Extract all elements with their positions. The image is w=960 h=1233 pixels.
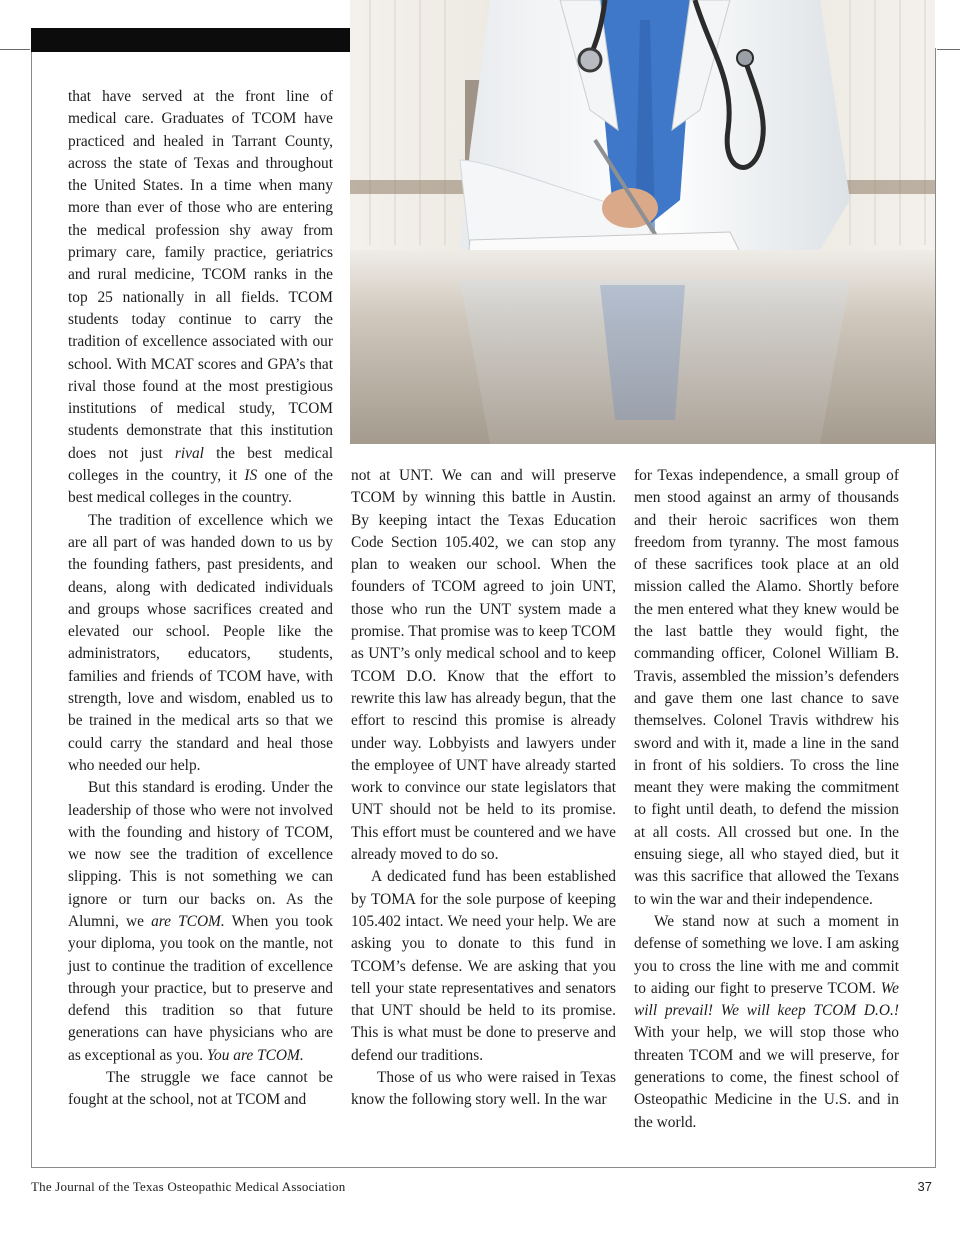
col3-paragraph-1: for Texas independence, a small group of men stood against an army of thousands and their heroic sacrifices won them freedom from tyranny. The most famous of these sacrifices took place at an old mission called the Alamo. Shortly before the men entered what they knew would be the last battle they would fight, the commanding officer, Colonel William B. Travis, assembled the mission’s defenders and gave them one last chance to save themselves. Colonel Travis withdrew his sword and with it, made a line in the sand in front of his soldiers. To cross the line meant they were making the commitment to fight until death, to defend the mission at all costs. All crossed but one. In the ensuing siege, all who stayed died, but it was this sacrifice that allowed the Texans to win the war and their independence. <box>634 467 899 908</box>
article-column-3 <box>634 465 899 1134</box>
col2-paragraph-2: A dedicated fund has been established by TOMA for the sole purpose of keeping 105.402 intact. We need your help. We are asking you to donate to this fund in TCOM’s defense. We are asking that you tell your state representatives and senators that UNT should be held to its promise. This is what must be done to preserve and defend our traditions. <box>351 868 616 1064</box>
col3-paragraph-2: We stand now at such a moment in defense of something we love. I am asking you to cross the line with me and commit to aiding our fight to preserve TCOM. We will prevail! We will keep TCOM D.O.! With your help, we will stop those who threaten TCOM and we will preserve, for generations to come, the finest school of Osteopathic Medicine in the U.S. and in the world. <box>634 912 899 1131</box>
crop-mark-left <box>0 49 30 50</box>
doctor-writing-photo <box>350 0 935 444</box>
col1-paragraph-3: But this standard is eroding. Under the leadership of those who were not involved with the founding and history of TCOM, we now see the tradition of excellence slipping. This is not something we can ignore or turn our backs on. As the Alumni, we are TCOM. When you took your diploma, you took on the mantle, not just to continue the tradition of excellence through your practice, but to preserve and defend this tradition so that future generations can have physicians who are as exceptional as you. You are TCOM. <box>68 779 333 1064</box>
col1-paragraph-4: The struggle we face cannot be fought at the school, not at TCOM and <box>68 1069 333 1109</box>
col2-paragraph-1: not at UNT. We can and will preserve TCOM by winning this battle in Austin. By keeping intact the Texas Education Code Section 105.402, we can stop any plan to weaken our school. When the founders of TCOM agreed to join UNT, those who run the UNT system made a promise. That promise was to keep TCOM as UNT’s only medical school and to keep TCOM D.O. Know that the effort to rewrite this law has already begun, that the effort to rescind this promise is already under way. Lobbyists and lawyers under the employee of UNT have already started work to convince our state legislators that UNT should not be held to its promise. This effort must be countered and we have already moved to do so. <box>351 467 616 864</box>
page-number: 37 <box>917 1179 932 1194</box>
article-column-2 <box>351 465 616 1112</box>
article-column-1 <box>68 86 333 1112</box>
col2-paragraph-3: Those of us who were raised in Texas know the following story well. In the war <box>351 1069 616 1109</box>
col1-paragraph-2: The tradition of excellence which we are all part of was handed down to us by the founding fathers, past presidents, and deans, along with dedicated individuals and groups whose sacrifices created and elevated our school. People like the administrators, educators, students, families and friends of TCOM have, with strength, love and wisdom, enabled us to be trained in the medical arts so that we could carry the standard and heal those who needed our help. <box>68 511 333 774</box>
col1-paragraph-1: that have served at the front line of medical care. Graduates of TCOM have practiced and healed in Tarrant County, across the state of Texas and throughout the United States. In a time when many more than ever of those who are entering the medical profession shy away from primary care, family practice, geriatrics and rural medicine, TCOM ranks in the top 25 nationally in all fields. TCOM students today continue to carry the tradition of excellence associated with our school. With MCAT scores and GPA’s that rival those found at the most prestigious institutions of medical study, TCOM students demonstrate that this institution does not just rival the best medical colleges in the country, it IS one of the best medical colleges in the country. <box>68 88 333 507</box>
footer-journal-title: The Journal of the Texas Osteopathic Medical Association <box>31 1179 346 1194</box>
crop-mark-right <box>937 49 960 50</box>
header-black-bar <box>31 28 351 52</box>
